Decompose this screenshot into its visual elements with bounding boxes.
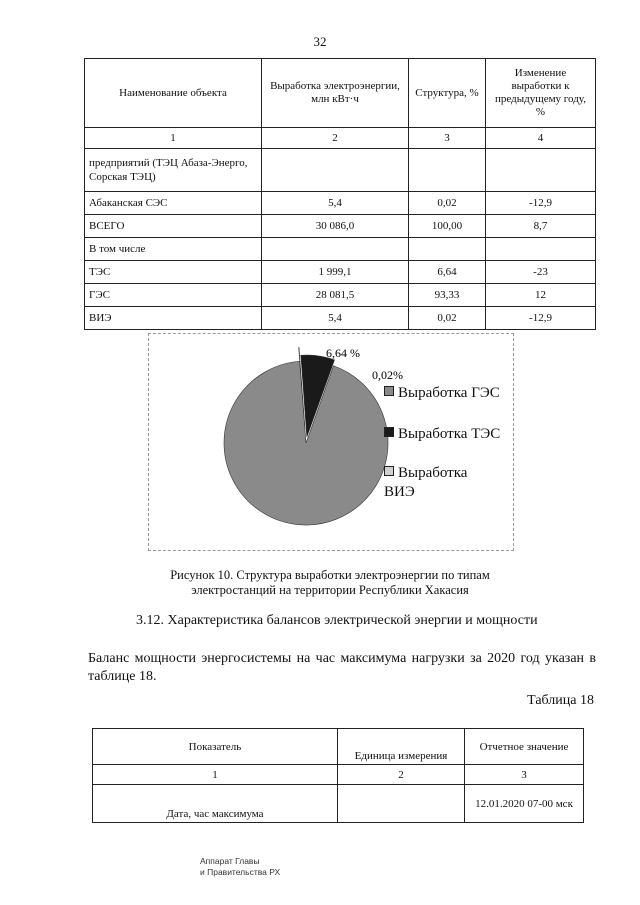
row-name: Дата, час максимума <box>93 785 338 823</box>
row-share: 0,02 <box>409 307 486 330</box>
section-heading: 3.12. Характеристика балансов электрической энергии и мощности <box>136 613 538 628</box>
index-cell: 1 <box>85 128 262 149</box>
index-cell: 2 <box>338 765 465 785</box>
row-value <box>262 149 409 192</box>
table-header-row <box>85 59 596 128</box>
table-index-row <box>85 128 596 149</box>
legend-swatch <box>384 427 394 437</box>
header-cell: Структура, % <box>409 59 486 128</box>
header-cell: Единица измерения <box>338 729 465 765</box>
row-value: 12.01.2020 07-00 мск <box>465 785 584 823</box>
row-share: 6,64 <box>409 261 486 284</box>
header-cell: Наименование объекта <box>85 59 262 128</box>
row-name: Абаканская СЭС <box>85 192 262 215</box>
row-share: 93,33 <box>409 284 486 307</box>
table-row <box>85 215 596 238</box>
legend-swatch <box>384 466 394 476</box>
row-value: 1 999,1 <box>262 261 409 284</box>
header-cell: Изменение выработки к предыдущему году, % <box>486 59 596 128</box>
table-row <box>85 238 596 261</box>
index-cell: 1 <box>93 765 338 785</box>
header-cell: Отчетное значение <box>465 729 584 765</box>
row-change <box>486 238 596 261</box>
stamp-line: Аппарат Главы <box>200 856 260 866</box>
table-header-row <box>93 729 584 765</box>
row-value: 5,4 <box>262 192 409 215</box>
table-row <box>93 785 584 823</box>
legend-label: Выработка ГЭС <box>398 385 500 401</box>
balance-table <box>92 728 584 823</box>
stamp-line: и Правительства РХ <box>200 867 281 877</box>
table-row <box>85 192 596 215</box>
row-value: 30 086,0 <box>262 215 409 238</box>
table-index-row <box>93 765 584 785</box>
row-change: -12,9 <box>486 192 596 215</box>
row-change: 8,7 <box>486 215 596 238</box>
row-unit <box>338 785 465 823</box>
row-value: 28 081,5 <box>262 284 409 307</box>
table-row <box>85 149 596 192</box>
index-cell: 3 <box>465 765 584 785</box>
page-number: 32 <box>313 34 327 49</box>
figure-caption <box>140 568 520 598</box>
legend-item-ges <box>384 384 500 403</box>
row-name: ВИЭ <box>85 307 262 330</box>
row-value: 5,4 <box>262 307 409 330</box>
generation-table <box>84 58 596 330</box>
row-change: -23 <box>486 261 596 284</box>
header-cell: Выработка электроэнергии, млн кВт·ч <box>262 59 409 128</box>
row-change: 12 <box>486 284 596 307</box>
legend-label: Выработка ТЭС <box>398 426 501 442</box>
legend-item-tes <box>384 425 500 444</box>
table-row <box>85 261 596 284</box>
caption-line: Рисунок 10. Структура выработки электроэнергии по типам <box>170 568 490 582</box>
legend-label: Выработка ВИЭ <box>384 465 468 500</box>
row-share: 0,02 <box>409 192 486 215</box>
row-change <box>486 149 596 192</box>
row-name: предприятий (ТЭЦ Абаза-Энерго, Сорская ТЭЦ) <box>85 149 262 192</box>
header-cell: Показатель <box>93 729 338 765</box>
row-name: ВСЕГО <box>85 215 262 238</box>
legend-item-vie <box>384 464 484 502</box>
stamp <box>200 856 280 878</box>
index-cell: 3 <box>409 128 486 149</box>
index-cell: 2 <box>262 128 409 149</box>
row-value <box>262 238 409 261</box>
table-label: Таблица 18 <box>527 693 594 708</box>
data-label: 6,64 % <box>326 346 360 360</box>
row-name: В том числе <box>85 238 262 261</box>
row-change: -12,9 <box>486 307 596 330</box>
row-share <box>409 149 486 192</box>
legend-swatch <box>384 386 394 396</box>
table-row <box>85 284 596 307</box>
row-share: 100,00 <box>409 215 486 238</box>
table-row <box>85 307 596 330</box>
data-label: 0,02% <box>372 368 403 382</box>
row-name: ТЭС <box>85 261 262 284</box>
index-cell: 4 <box>486 128 596 149</box>
body-paragraph: Баланс мощности энергосистемы на час максимума нагрузки за 2020 год указан в таблице 18. <box>88 651 596 684</box>
caption-line: электростанций на территории Республики Хакасия <box>191 583 469 597</box>
row-share <box>409 238 486 261</box>
row-name: ГЭС <box>85 284 262 307</box>
